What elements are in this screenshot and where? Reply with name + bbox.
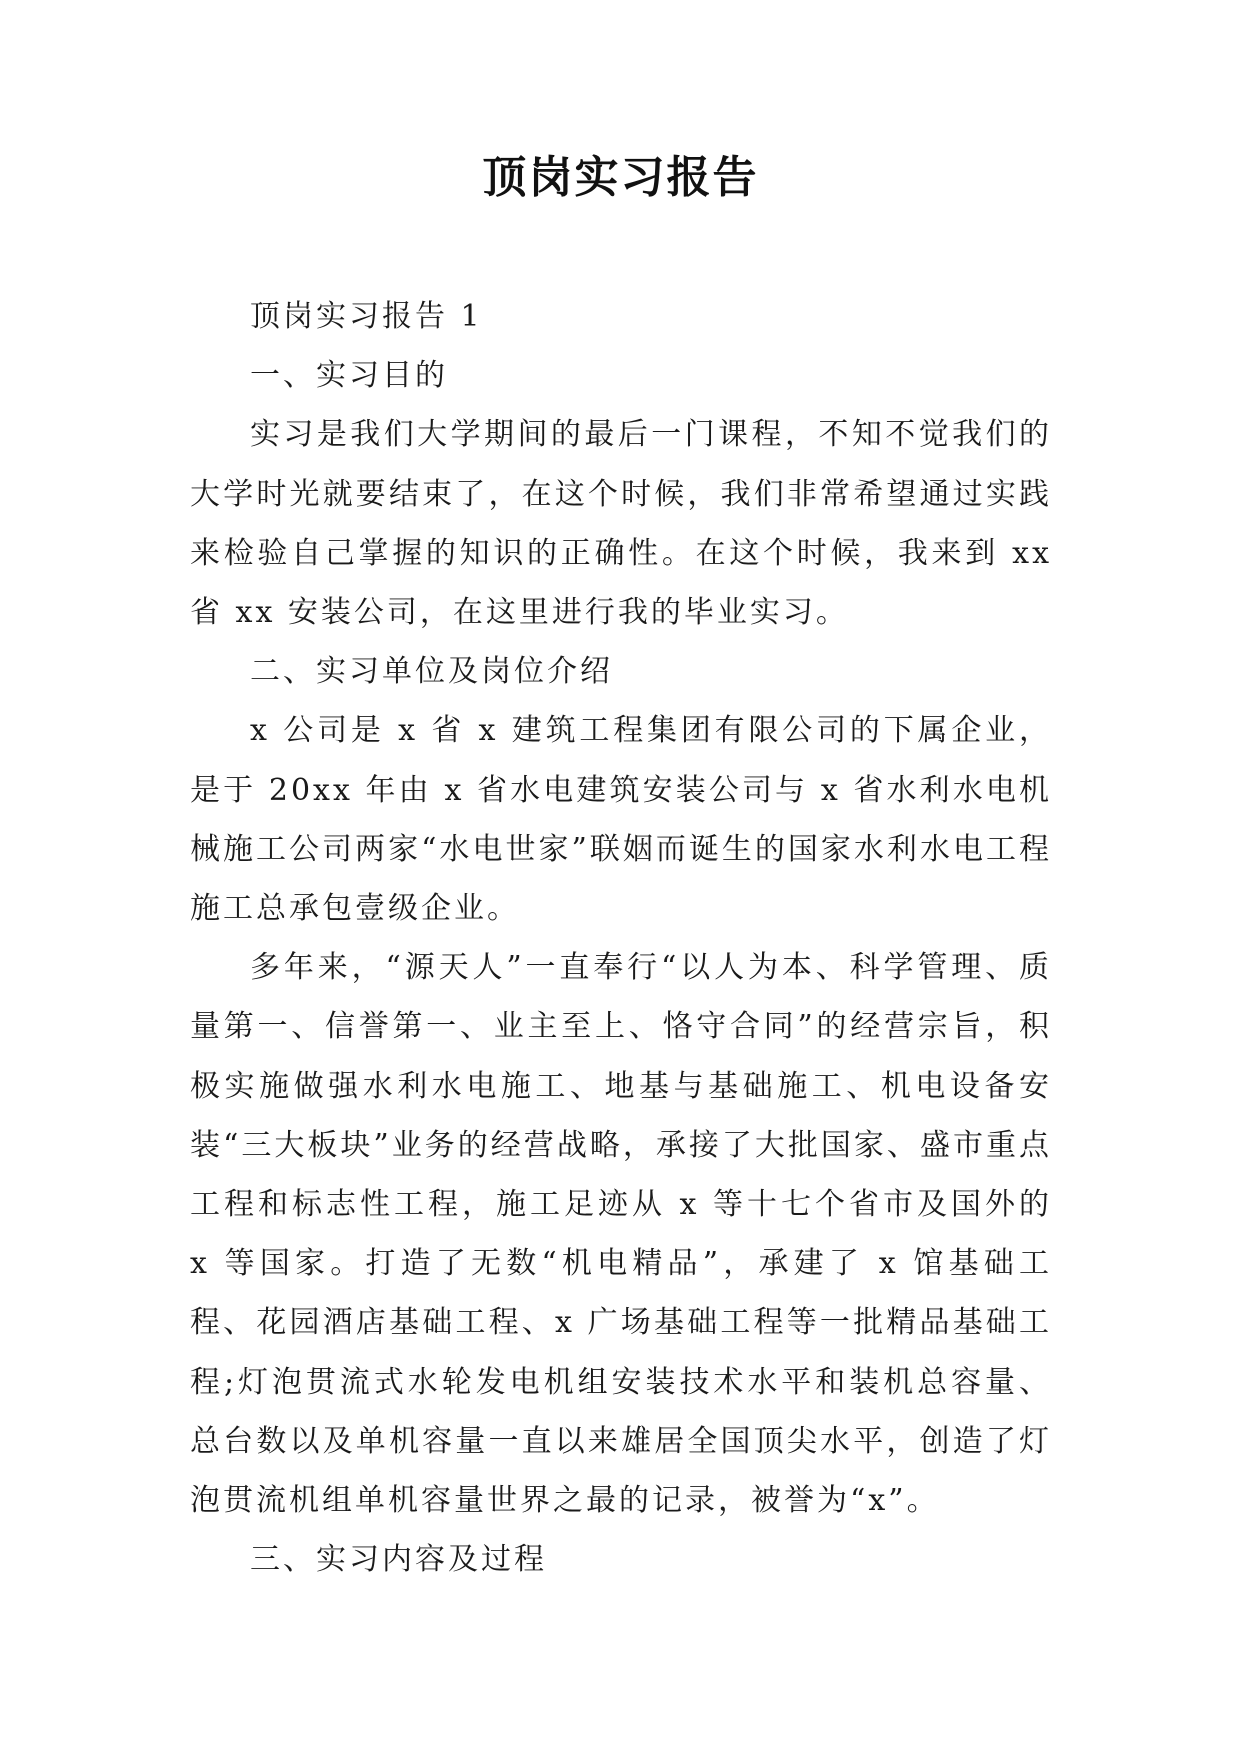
report-subtitle: 顶岗实习报告 1	[250, 299, 483, 334]
document-body	[190, 287, 1052, 1589]
paragraph-company-intro: x 公司是 x 省 x 建筑工程集团有限公司的下属企业，是于 20xx 年由 x 省水电建筑安装公司与 x 省水利水电机械施工公司两家“水电世家”联姻而诞生的国家水利水电工程施工总承包壹级企业。	[190, 713, 1052, 927]
section-heading-unit-intro: 二、实习单位及岗位介绍	[250, 654, 613, 690]
paragraph-company-history: 多年来，“源天人”一直奉行“以人为本、科学管理、质量第一、信誉第一、业主至上、恪守合同”的经营宗旨，积极实施做强水利水电施工、地基与基础施工、机电设备安装“三大板块”业务的经营战略，承接了大批国家、盛市重点工程和标志性工程，施工足迹从 x 等十七个省市及国外的 x 等国家。打造了无数“机电精品”，承建了 x 馆基础工程、花园酒店基础工程、x 广场基础工程等一批精品基础工程;灯泡贯流式水轮发电机组安装技术水平和装机总容量、总台数以及单机容量一直以来雄居全国顶尖水平，创造了灯泡贯流机组单机容量世界之最的记录，被誉为“x”。	[190, 950, 1052, 1519]
paragraph-purpose: 实习是我们大学期间的最后一门课程，不知不觉我们的大学时光就要结束了，在这个时候，我们非常希望通过实践来检验自己掌握的知识的正确性。在这个时候，我来到 xx 省 xx 安装公司，在这里进行我的毕业实习。	[190, 417, 1052, 631]
section-heading-content-process: 三、实习内容及过程	[250, 1542, 547, 1578]
section-heading-purpose: 一、实习目的	[250, 358, 448, 394]
document-title: 顶岗实习报告	[482, 152, 759, 203]
